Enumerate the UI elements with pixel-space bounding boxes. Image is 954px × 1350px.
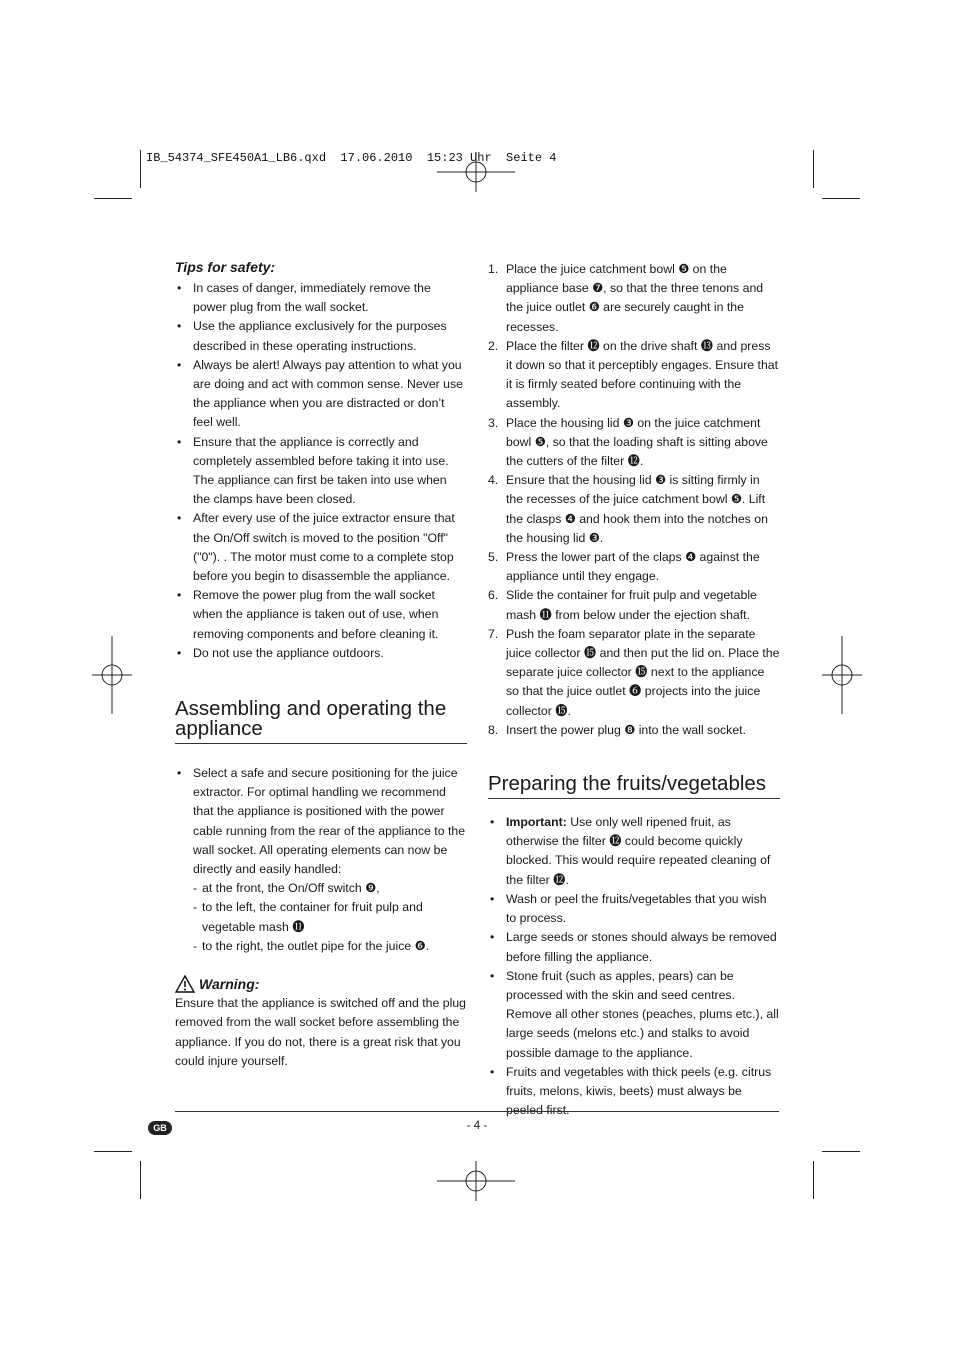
list-item xyxy=(488,414,780,472)
step-number: 6. xyxy=(488,588,499,603)
step-text: Place the filter ⓬ on the drive shaft ⓭ and press it down so that it perceptibly engages. Ensure that it is firmly seated before continuing with the assembly. xyxy=(506,338,779,411)
crop-mark xyxy=(140,150,141,188)
list-item: • After every use of the juice extractor ensure that the On/Off switch is moved to the position "Off" ("0"). . The motor must come to a complete stop before you begin to disassemble the appliance. xyxy=(175,509,467,586)
step-number: 8. xyxy=(488,722,499,737)
list-item: • Ensure that the appliance is correctly and completely assembled before taking it into use. The appliance can first be taken into use when the clamps have been closed. xyxy=(175,433,467,510)
tips-list xyxy=(175,279,467,663)
list-item: • Fruits and vegetables with thick peels (e.g. citrus fruits, melons, kiwis, beets) must always be xyxy=(488,1063,780,1121)
registration-mark-icon xyxy=(822,636,862,714)
crop-mark xyxy=(813,150,814,188)
list-item xyxy=(488,813,780,890)
list-item: • Wash or peel the fruits/vegetables that you wish to process. xyxy=(488,890,780,928)
footer-divider xyxy=(175,1111,779,1112)
warning-title: Warning: xyxy=(199,976,260,993)
warning-text: Ensure that the appliance is switched off and the plug removed from the wall socket before assembling the appliance. If you do not, there is a great risk that you could injure yourself. xyxy=(175,996,466,1068)
step-number: 7. xyxy=(488,626,499,641)
assembly-steps xyxy=(488,260,780,740)
list-item: • In cases of danger, immediately remove the power plug from the wall socket. xyxy=(175,279,467,317)
crop-mark xyxy=(140,1161,141,1199)
list-item xyxy=(488,471,780,548)
step-text: Slide the container for fruit pulp and vegetable mash ⓫ from below under the ejection shaft. xyxy=(506,588,757,622)
step-number: 5. xyxy=(488,550,499,565)
step-text: Insert the power plug ❽ into the wall socket. xyxy=(506,722,747,737)
page-number: - 4 - xyxy=(466,1120,488,1132)
list-item: • Remove the power plug from the wall socket when the appliance is taken out of use, when removing components and before cleaning it. xyxy=(175,586,467,644)
warning-icon xyxy=(175,975,195,993)
list-item: • Use the appliance exclusively for the purposes described in these operating instructions. xyxy=(175,317,467,355)
section-heading-preparing: Preparing the fruits/vegetables xyxy=(488,774,780,799)
preparing-list xyxy=(488,813,780,1120)
list-item xyxy=(488,337,780,414)
step-text: Ensure that the housing lid ❸ is sitting firmly in the recesses of the juice catchment bowl ❺. Lift the clasps ❹ and hook them into the notches on the housing lid ❸. xyxy=(506,473,768,545)
registration-mark-icon xyxy=(437,1161,517,1201)
assembling-intro: Select a safe and secure positioning for the juice extractor. For optimal handling we recommend that the appliance is positioned with the power cable running from the rear of the appliance to the wall socket. All operating elements can now be directly and easily handled: xyxy=(193,766,466,877)
left-column xyxy=(175,258,467,1071)
list-item xyxy=(488,586,780,624)
list-item xyxy=(488,548,780,586)
list-item xyxy=(488,625,780,721)
right-column xyxy=(488,260,780,1120)
step-text: Place the juice catchment bowl ❺ on the appliance base ❼, so that the three tenons and the juice outlet ❻ are securely caught in the recesses. xyxy=(506,262,764,334)
important-label: Important: xyxy=(506,815,567,830)
list-item xyxy=(488,721,780,740)
list-item xyxy=(175,764,467,879)
list-item: • Large seeds or stones should always be removed before filling the appliance. xyxy=(488,928,780,966)
warning-heading xyxy=(175,974,467,994)
assembling-list xyxy=(175,764,467,879)
list-item: • Do not use the appliance outdoors. xyxy=(175,644,467,663)
section-heading-assembling: Assembling and operating the appliance xyxy=(175,699,467,744)
list-item: - at the front, the On/Off switch ❾, xyxy=(193,879,467,898)
step-number: 2. xyxy=(488,338,499,353)
crop-mark xyxy=(822,198,860,199)
crop-mark xyxy=(94,1151,132,1152)
list-item: • Always be alert! Always pay attention to what you are doing and act with common sense. Never use the appliance when you are distracted or don’t feel well. xyxy=(175,356,467,433)
list-item: • Stone fruit (such as apples, pears) can be processed with the skin and seed centres. Remove all other stones (peaches, plums etc.), all large seeds (melons etc.) and stalks to avoid possible damage to the appliance. xyxy=(488,967,780,1063)
crop-mark xyxy=(94,198,132,199)
step-text: Press the lower part of the claps ❹ against the appliance until they engage. xyxy=(506,550,760,584)
crop-mark xyxy=(813,1161,814,1199)
step-number: 1. xyxy=(488,262,499,276)
registration-mark-icon xyxy=(92,636,132,714)
list-item: - to the left, the container for fruit pulp and vegetable mash ⓫ xyxy=(193,898,467,936)
assembling-sublist xyxy=(175,879,467,956)
step-text: Push the foam separator plate in the separate juice collector ⓯ and then put the lid on. Place the separate juice collector ⓯ next to the appliance so that the juice outlet ❻ projects into the juice collector ⓯. xyxy=(506,626,780,718)
list-item xyxy=(488,260,780,337)
step-number: 4. xyxy=(488,473,499,488)
step-number: 3. xyxy=(488,415,499,430)
list-item: - to the right, the outlet pipe for the juice ❻. xyxy=(193,937,467,956)
language-badge: GB xyxy=(148,1121,172,1135)
step-text: Place the housing lid ❸ on the juice catchment bowl ❺, so that the loading shaft is sitting above the cutters of the filter ⓬. xyxy=(506,415,768,469)
important-text: Use only well ripened fruit, as otherwise the filter ⓬ could become quickly blocked. This would require repeated cleaning of the filter ⓬. xyxy=(506,815,771,887)
tips-title: Tips for safety: xyxy=(175,259,276,275)
crop-mark xyxy=(822,1151,860,1152)
file-slug: IB_54374_SFE450A1_LB6.qxd 17.06.2010 15:23 Uhr Seite 4 xyxy=(146,151,557,165)
